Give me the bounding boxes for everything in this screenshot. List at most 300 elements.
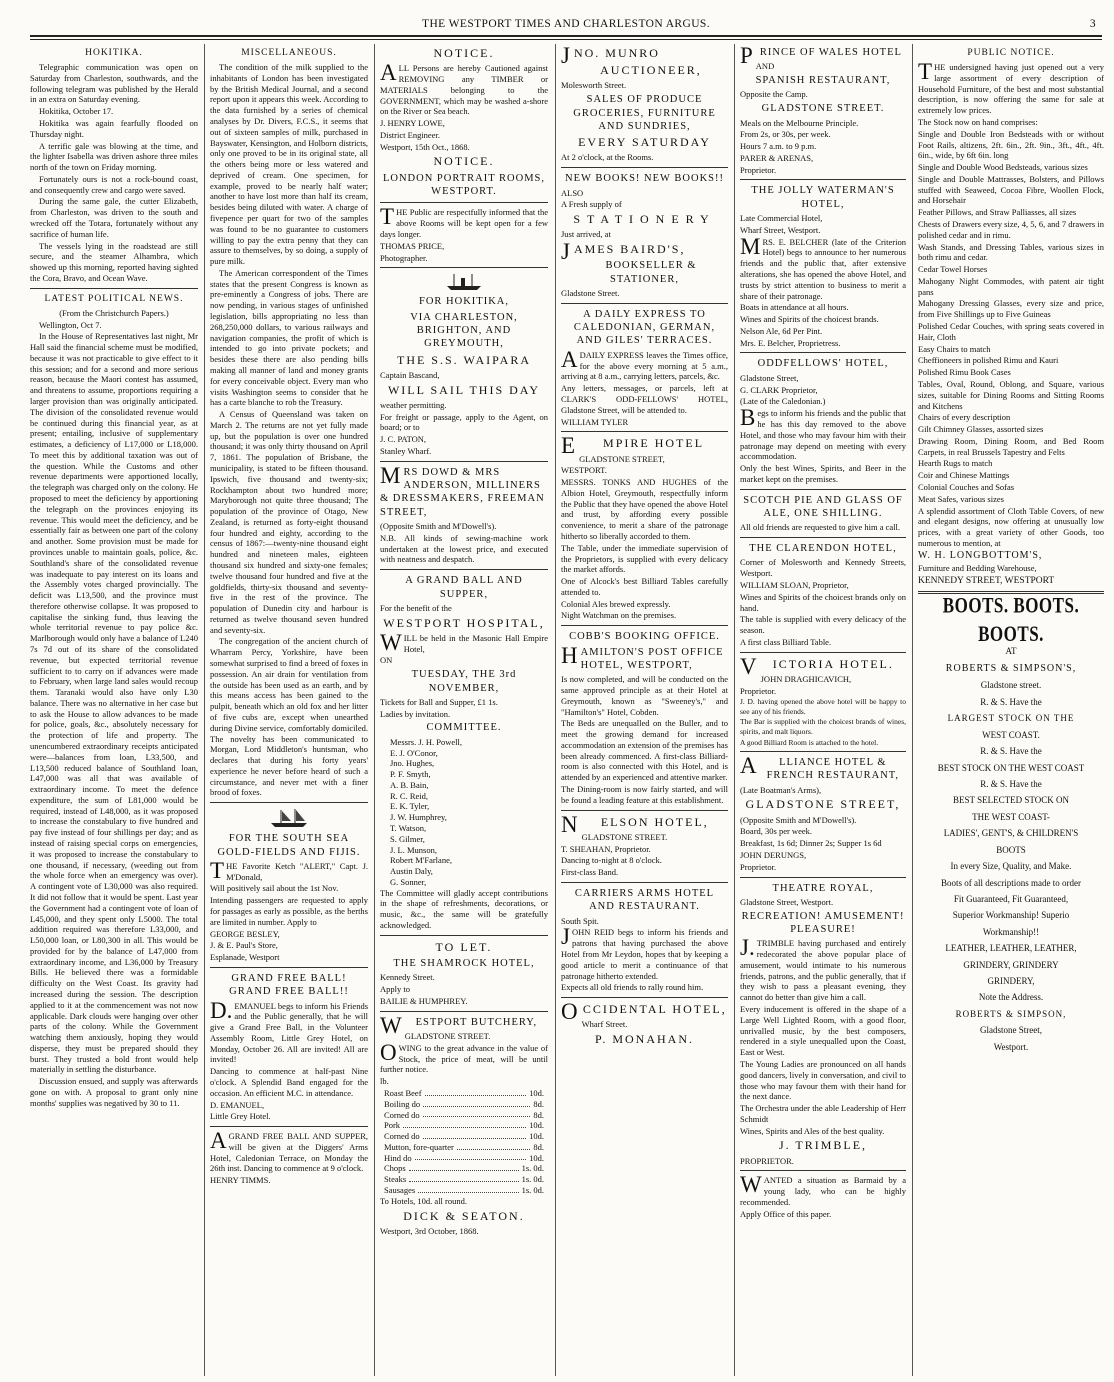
ship-name: THE S.S. WAIPARA [396,352,532,367]
shop-name: W. H. LONGBOTTOM'S, [918,549,1043,561]
ad-address: J. & E. Paul's Store, [210,940,278,951]
notice-subheading: VIA CHARLESTON, BRIGHTON, AND GREYMOUTH, [410,311,518,350]
stock-item: Coir and Chinese Mattings [918,470,1010,481]
notice-heading: TO LET. [435,939,493,954]
ad-heading: OCCIDENTAL HOTEL, [561,999,727,1025]
dot-leader [409,1163,519,1171]
price-item: Chops [384,1163,406,1174]
ad-text: (Late Boatman's Arms), [740,784,822,795]
masthead-rule-thin [30,39,1102,40]
stock-item: Meat Safes, various sizes [918,493,1004,504]
ad-name: P. MONAHAN. [594,1032,694,1047]
sailing-notice: WILL SAIL THIS DAY [387,382,541,397]
ad-text: Will positively sail about the 1st Nov. [210,883,339,894]
stock-item: Single and Double Wood Bedsteads, various sizes [918,162,1088,173]
ad-line: Note the Address. [978,992,1044,1003]
stock-item: Polished Rimu Book Cases [918,367,1011,378]
column-hotels [740,44,906,1376]
dot-leader [457,1142,531,1150]
stock-item: Cedar Towel Horses [918,264,988,275]
column-divider [374,44,375,1376]
price-value: 10d. [529,1152,544,1163]
ad-heading: NEW BOOKS! NEW BOOKS!! [565,173,724,185]
ad-text: MRS. E. BELCHER (late of the Criterion Hotel) begs to announce to her numerous friends and the public that, after extensive alterations, she has opened the above Hotel, and trusts by strict attention to business to merit a share of their patronage. [740,233,906,301]
ad-name: T. SHEAHAN, Proprietor. [561,843,651,854]
price-value: 1s. 0d. [521,1163,544,1174]
ad-address: GLADSTONE STREET, [579,453,665,464]
notice-text: weather permitting. [380,399,447,410]
ad-text: Intending passengers are requested to apply for passages as early as possible, as the berths are limited in number. Apply to [210,895,368,927]
committee-member: T. Watson, [390,823,427,833]
price-row [384,1120,544,1131]
ad-text: Nelson Ale, 6d Per Pint. [740,325,823,336]
ad-text: Night Watchman on the premises. [561,610,677,621]
stock-item: Hearth Rugs to match [918,458,993,469]
ad-text: The Beds are unequalled on the Buller, and to meet the growing demand for increased accommodation an extension of the premises has been already commenced. A first-class Billiard-room is also connected with this Hotel, and is attended by an experienced and attentive marker. [561,718,728,783]
ad-text: Every inducement is offered in the shape of a Large Well Lighted Room, with a good floor, unrivalled music, by the best composers, rendered in a style unequalled upon the Coast, East or West. [740,1004,906,1058]
ad-heading: PRINCE OF WALES HOTEL [740,44,902,68]
ad-text: AND [755,61,775,72]
section-heading: HOKITIKA. [85,48,143,58]
ad-address: South Spit. [561,915,599,926]
ad-address: GLADSTONE STREET, [745,797,901,812]
ad-line: GRINDERY, [987,976,1035,987]
ad-text: Boats in attendance at all hours. [740,302,849,313]
stock-list [918,129,1104,505]
committee-heading: COMMITTEE. [426,722,502,734]
dot-leader [418,1185,518,1193]
ad-text: STATIONERY [573,212,716,227]
section-rule [561,882,728,883]
section-rule [740,537,906,538]
ad-address: Corner of Molesworth and Kennedy Streets, Westport. [740,557,906,579]
ad-text: ADAILY EXPRESS leaves the Times office, for the above every morning at 5 a.m., arriving at 8 a.m., carrying letters, parcels, &c. [561,346,728,382]
ad-text: The Table, under the immediate supervision of the Proprietors, is supplied with every delicacy the market affords. [561,542,728,575]
ad-text: Is now completed, and will be conducted on the same approved principle as at their Hotel at Greymouth, known as "Sweeney's," and "Hamilton's" Hotel, Cobden. [561,674,728,717]
section-rule [380,267,548,268]
ad-text: Apply Office of this paper. [740,1208,832,1219]
ad-address: WESTPORT. [561,465,607,476]
column-divider [912,44,913,1376]
ad-address: Esplanade, Westport [210,952,280,963]
ad-text: All old friends are requested to give him a call. [740,522,901,533]
article-paragraph: The vessels lying in the roadstead are still secure, and the steamer Alhambra, which showed up this morning, reported having sighted the Cora, Bravo, and Ocean Wave. [30,240,198,283]
ad-heading: FOR THE SOUTH SEA GOLD-FIELDS AND FIJIS. [217,833,361,858]
section-rule [740,179,906,180]
notice-date: Westport, 15th Oct., 1868. [380,141,470,152]
notice-date: TUESDAY, THE 3rd NOVEMBER, [411,669,517,694]
ad-name: G. CLARK Proprietor, [740,384,818,395]
ad-name: D. EMANUEL, [210,1099,265,1110]
article-paragraph: Fortunately ours is not a rock-bound coast, and consequently crew and cargo were saved. [30,173,198,195]
section-heading: MISCELLANEOUS. [241,48,337,58]
ad-name: Mrs. E. Belcher, Proprietress. [740,337,841,348]
ad-role: PROPRIETOR. [740,1155,794,1166]
stock-item: Mahogany Night Commodes, with patent air tight pans [918,275,1104,297]
notice-text: WILL be held in the Masonic Hall Empire Hotel, [380,629,548,655]
section-rule [740,652,906,653]
ad-line: GRINDERY, GRINDERY [963,959,1059,970]
ad-text: AGRAND FREE BALL AND SUPPER, will be given at the Diggers' Arms Hotel, Caledonian Terrace, on Monday the 26th inst. Dancing to commence at 9 o'clock. [210,1128,368,1174]
stock-item: Feather Pillows, and Straw Palliasses, all sizes [918,207,1077,218]
notice-text: THE undersigned having just opened out a very large assortment of every description of Household Furniture, of the best and most substantial description, is now offering the same for sale at extremely low prices. [918,59,1104,116]
ad-text: Board, 30s per week. [740,826,812,837]
ship-icon [267,807,311,829]
section-rule [561,431,728,432]
notice-heading: NOTICE. [433,154,495,169]
ad-text: MESSRS. TONKS AND HUGHES of the Albion Hotel, Greymouth, respectfully inform the Public that they have opened the above Hotel and trust, by affording every possible convenience, to merit a share of the patronage hitherto so liberally accorded to them. [561,477,728,541]
notice-text: Apply to [380,984,410,995]
section-rule [561,303,728,304]
price-row [384,1185,544,1196]
notice-name: BAILIE & HUMPHREY. [380,995,468,1006]
ad-line: LARGEST STOCK ON THE [947,713,1075,724]
notice-name: J. C. PATON, [380,434,427,445]
article-paragraph: A Census of Queensland was taken on March 2. The returns are not yet fully made up, but the population is over one hundred thousand; it was only thirty thousand on April 7, 1861. The population of Brisbane, the municipality, is stated to be fifteen thousand. Ipswich, five thousand and twenty-six; Rockhampton about two hundred more; Maryborough not quite three thousand; The population of the province of Otago, New Zealand, is returned as forty-eight thousand four hundred and eighty, according to the census of 1867:—twenty-nine thousand eight hundred and nineteen males, eighteen thousand six hundred and sixty-one females; twelve thousand four hundred and five at the goldfields, thirty-six thousand and seventy-five in the rest of the province. The population of Dunedin city and harbour is returned as twelve thousand seven hundred and seventy-six. [210,409,368,635]
steamer-icon [444,272,484,292]
price-item: Steaks [384,1174,407,1185]
stock-item: Single and Double Mattrasses, Bolsters, and Pillows stuffed with Seaweed, Cocoa Fibre, Woollen Flock, and Horsehair [918,173,1104,206]
notice-name: DICK & SEATON. [403,1208,525,1223]
price-row [384,1153,544,1164]
ad-text: Wines, Spirits and Ales of the best quality. [740,1125,885,1136]
ad-text: J.TRIMBLE having purchased and entirely redecorated the above popular place of amusement, would intimate to his numerous friends, patrons, and the public generally, that if they wish to pass a pleasant evening, they cannot do better than give him a call. [740,935,906,1003]
article-paragraph: Hokitika was again fearfully flooded on Thursday night. [30,117,198,139]
ad-heading: THE JOLLY WATERMAN'S HOTEL, [751,185,895,210]
dot-leader [423,1099,530,1107]
notice-subheading: FOR HOKITIKA, [419,296,509,308]
price-value: 8d. [533,1109,544,1120]
committee-member: J. W. Humphrey, [390,812,447,823]
section-rule [380,461,548,462]
notice-name: J. HENRY LOWE, [380,118,445,129]
ad-line: WEST COAST. [982,729,1040,740]
committee-member: Robert M'Farlane, [390,855,452,866]
ad-line: BEST STOCK ON THE WEST COAST [937,762,1085,773]
committee-member: R. C. Reid, [390,790,429,801]
ad-heading: THEATRE ROYAL, [772,882,874,894]
ad-text: JOHN REID begs to inform his friends and patrons that having purchased the above Hotel from Mr Leydon, hopes that by keeping a good article to merit a continuance of that patronage hitherto extended. [561,924,728,981]
notice-address: GLADSTONE STREET. [404,1031,491,1042]
notice-name: THOMAS PRICE, [380,240,445,251]
price-value: 1s. 0d. [521,1184,544,1195]
ad-text: Just arrived, at [561,229,611,240]
stock-item: Easy Chairs to match [918,343,991,354]
article-paragraph: Discussion ensued, and supply was afterwards gone on with. A proposal to grant only nine months' supplies was negatived by 30 to 11. [30,1076,198,1108]
committee-member: P. F. Smyth, [390,769,431,780]
dot-leader [425,1088,527,1096]
article-paragraph: The congregation of the ancient church of Wharram Percy, Yorkshire, have been somewhat surprised to find a breed of foxes in possession. An air drain for ventilation from the outside has been used as an earth, and by this means access has been gained to the pulpit, beneath which an old fox and her litter of five cubs are, except when unearthed during Divine service, comfortably domiciled. The novelty has been communicated to Morgan, Lord Middleton's huntsman, who declares that during his forty years' experience he never before heard of such a circumstance, and never met with a finer brood of foxes. [210,636,368,798]
ad-text: One of Alcock's best Billiard Tables carefully attended to. [561,576,728,597]
notice-text: OWING to the great advance in the value of Stock, the price of meat, will be until further notice. [380,1039,548,1075]
notice-text: N.B. All kinds of sewing-machine work undertaken at the lowest price, and executed with neatness and despatch. [380,532,548,565]
ad-role: Proprietor. [740,685,777,696]
price-item: Boiling do [384,1098,421,1109]
ad-text: Breakfast, 1s 6d; Dinner 2s; Supper 1s 6d [740,838,882,849]
stock-item: Colonial Couches and Sofas [918,481,1015,492]
ad-address: Wharf Street. [581,1019,628,1030]
ad-text: The Bar is supplied with the choicest brands of wines, spirits, and malt liquors. [740,717,906,736]
committee-member: Austin Daly, [390,866,433,877]
ad-line: AT [1005,646,1017,657]
ad-heading: NELSON HOTEL, [561,811,709,837]
ad-subheading: AUCTIONEER, [600,63,702,78]
ad-address: GLADSTONE STREET. [581,831,668,842]
ad-heading: GRAND FREE BALL! GRAND FREE BALL!! [229,972,349,998]
price-item: Corned do [384,1109,420,1120]
section-rule [380,202,548,203]
ad-address: GLADSTONE STREET. [761,103,885,115]
stock-item: Wash Stands, and Dressing Tables, various sizes in both rimu and cedar. [918,241,1104,263]
price-value: 8d. [533,1141,544,1152]
stock-item: Cheffioneers in polished Rimu and Kauri [918,355,1059,366]
shop-role: Furniture and Bedding Warehouse, [918,563,1037,574]
ad-text: Dancing to-night at 8 o'clock. [561,855,662,866]
ad-line: Superior Workmanship! Superio [952,910,1070,921]
ad-text: Hours 7 a.m. to 9 p.m. [740,141,817,152]
notice-heading: WESTPORT BUTCHERY, [380,1012,538,1038]
ad-heading: COBB'S BOOKING OFFICE. [569,631,720,643]
ad-text: At 2 o'clock, at the Rooms. [561,152,654,163]
shop-name: ROBERTS & SIMPSON, [955,1008,1067,1019]
ad-line: Fit Guaranteed, Fit Guaranteed, [953,893,1069,904]
ad-heading: SCOTCH PIE AND GLASS OF ALE, ONE SHILLING. [743,494,903,519]
ad-line: R. & S. Have the [980,778,1042,789]
ad-text: Begs to inform his friends and the public that he has this day removed to the above Hotel, and those who may favour him with their patronage may depend on meeting with every accommodation. [740,405,906,462]
notice-role: District Engineer. [380,129,440,140]
ad-text: ALSO [561,187,584,198]
section-rule [380,1011,548,1012]
ad-address: Gladstone Street, [740,372,799,383]
ad-subheading: RECREATION! AMUSEMENT! PLEASURE! [741,910,905,936]
boots-heading: BOOTS. BOOTS. BOOTS. [942,593,1080,646]
notice-text: For freight or passage, apply to the Agent, on board; or to [380,411,548,433]
ad-text: Late Commercial Hotel, [740,213,823,224]
article-paragraph: Telegraphic communication was open on Saturday from Charleston, southwards, and the following telegram was published by the Herald in an extra on Saturday evening. [30,62,198,105]
ad-heading: ALLIANCE HOTEL & FRENCH RESTAURANT, [740,753,900,782]
column-divider [555,44,556,1376]
price-value: 10d. [529,1131,544,1142]
notice-role: Photographer. [380,252,428,263]
ad-text: THE Favorite Ketch "ALERT," Capt. J. M'Donald, [210,857,368,883]
ad-text: D.EMANUEL begs to inform his Friends and the Public generally, that he will give a Grand Free Ball, in the Volunteer Assembly Room, Little Grey Hotel, on Monday, October 26. All are invited! All are invited! [210,997,368,1065]
committee-member: J. L. Munson, [390,844,437,855]
notice-text: A splendid assortment of Cloth Table Covers, of new and elegant designs, now offering at unusually low prices, with a great variety of other Goods, too numerous to mention, at [918,505,1104,548]
notice-date: Westport, 3rd October, 1868. [380,1225,479,1236]
section-rule [740,751,906,752]
section-rule [740,1170,906,1171]
ad-name: JAMES BAIRD'S, [561,239,686,265]
notice-address: (Opposite Smith and M'Dowell's). [380,521,497,532]
ad-text: J. D. having opened the above hotel will be happy to see any of his friends. [740,697,906,716]
ad-heading: VICTORIA HOTEL. [740,653,894,679]
stock-item: Chests of Drawers every size, 4, 5, 6, and 7 drawers in polished cedar and in rimu. [918,219,1104,240]
ad-line: In every Size, Quality, and Make. [950,861,1072,872]
committee-member: E. J. O'Conor, [390,747,438,758]
ad-text: Only the best Wines, Spirits, and Beer in the market kept on the premises. [740,463,906,484]
section-rule [740,489,906,490]
notice-heading: A GRAND BALL AND SUPPER, [405,575,523,600]
ad-text: Dancing to commence at half-past Nine o'clock. A Splendid Band engaged for the occasion. An efficient M.C. in attendance. [210,1066,368,1098]
shop-address: KENNEDY STREET, WESTPORT [918,576,1055,587]
price-item: Mutton, fore-quarter [384,1141,454,1152]
price-row [384,1088,544,1099]
ad-text: Wines and Spirits of the choicest brands only on hand. [740,591,906,613]
ad-text: A first class Billiard Table. [740,636,832,647]
stock-item: Gilt Chimney Glasses, assorted sizes [918,424,1044,435]
ad-text: Meals on the Melbourne Principle. [740,117,859,128]
shop-name: ROBERTS & SIMPSON'S, [945,662,1077,674]
ad-heading: EMPIRE HOTEL [561,433,705,459]
ad-text: The Orchestra under the able Leadership of Herr Schmidt [740,1103,906,1124]
section-rule [380,935,548,936]
ad-line: Workmanship!! [982,926,1040,937]
section-rule [561,625,728,626]
committee-member: G. Sonner, [390,876,427,887]
price-item: Corned do [384,1131,420,1142]
ad-heading: THE CLARENDON HOTEL, [749,543,897,555]
price-unit: lb. [380,1076,389,1087]
price-value: 1s. 0d. [521,1174,544,1185]
shop-address: Gladstone Street, [980,1025,1042,1036]
ad-text: Any letters, messages, or parcels, left at CLARK'S ODD-FELLOWS' HOTEL, Gladstone Street, will be attended to. [561,383,728,415]
ad-name: HENRY TIMMS. [210,1175,271,1186]
stock-item: Drawing Room, Dining Room, and Bed Room Carpets, in real Brussels Tapestry and Felts [918,435,1104,457]
notice-text: ON [380,655,393,666]
column-miscellaneous [210,44,368,1376]
dateline: Hokitika, October 17. [39,106,114,117]
notice-heading: MRS DOWD & MRS ANDERSON, MILLINERS & DRESSMAKERS, FREEMAN STREET, [380,462,545,518]
notice-subheading: WESTPORT HOSPITAL, [383,615,545,630]
shop-address: Westport. [993,1041,1029,1052]
ad-line: R. & S. Have the [980,696,1042,707]
notice-role: Stanley Wharf. [380,445,432,456]
ad-address: Opposite the Camp. [740,89,808,100]
committee-member: Messrs. J. H. Powell, [390,736,463,747]
committee-list [390,737,548,888]
committee-member: Jno. Hughes, [390,758,435,769]
notice-text: Tickets for Ball and Supper, £1 1s. [380,696,498,707]
notice-text: THE Public are respectfully informed that the above Rooms will be kept open for a few days longer. [380,204,548,239]
ad-line: R. & S. Have the [980,746,1042,757]
ad-heading: CARRIERS ARMS HOTEL AND RESTAURANT. [574,887,715,913]
notice-heading: NOTICE. [433,46,495,60]
ad-name: WILLIAM TYLER [561,416,629,427]
article-paragraph: The American correspondent of the Times states that the present Congress is known as pre-eminently a Congress of jobs. There are now pending, in various stages of unfinished legislation, bills appropriating no less than 268,250,000 dollars, to various railways and navigation companies, the profit of which is intended to go into private pockets; and besides these there are also pending bills making all manner of land and money grants for every conceivable object. Every man who visits Washington seems to consider that he has a carte blanche to rob the Treasury. [210,267,368,408]
ad-name: GEORGE BESLEY, [210,928,280,939]
stock-item: Chairs of every description [918,412,1011,423]
ad-text: Wines and Spirits of the choicest brands. [740,314,879,325]
dateline: Wellington, Oct 7. [39,319,102,330]
ad-text: WANTED a situation as Barmaid by a young lady, who can be highly recommended. [740,1172,906,1207]
section-rule [30,288,198,289]
stock-item: Single and Double Iron Bedsteads with or without Foot Rails, altizens, 2ft. 6in., 2ft. 9in., 3ft., 4ft., 4ft. 6in., wide, by 6ft 6in. long [918,128,1104,161]
section-rule [561,167,728,168]
ad-line: THE WEST COAST- [972,811,1050,822]
ad-line: LADIES', GENT'S, & CHILDREN'S [943,828,1079,839]
ad-text: From 2s, or 30s, per week. [740,129,831,140]
page-number: 3 [1089,18,1096,30]
ad-text: Colonial Ales brewed expressly. [561,598,671,609]
ad-role: Proprietor. [740,164,777,175]
ad-address: Wharf Street, Westport. [740,224,821,235]
price-row [384,1110,544,1121]
ad-text: A good Billiard Room is attached to the hotel. [740,737,879,747]
price-item: Pork [384,1120,401,1131]
price-row [384,1163,544,1174]
ad-address: Gladstone Street. [561,288,620,299]
ad-line: LEATHER, LEATHER, LEATHER, [945,943,1077,954]
price-row [384,1131,544,1142]
article-paragraph: A terrific gale was blowing at the time, and the lighter Isabella was driven ashore three miles north of the town on Friday morning. [30,140,198,173]
section-rule [561,810,728,811]
ad-name: JOHN DRAGHICAVICH, [760,673,852,684]
dot-leader [409,1174,518,1182]
ad-text: Expects all old friends to rally round him. [561,982,704,993]
ad-line: Boots of all descriptions made to order [941,877,1081,888]
section-heading: PUBLIC NOTICE. [967,48,1055,58]
column-divider [734,44,735,1376]
price-item: Sausages [384,1184,416,1195]
ad-text: First-class Band. [561,867,619,878]
notice-text: The Committee will gladly accept contributions in the shape of refreshments, decorations, or music, &c., the same will be gratefully acknowledged. [380,887,548,931]
price-row [384,1174,544,1185]
ad-name: JOHN DERUNGS, [740,850,807,861]
price-row [384,1142,544,1153]
committee-member: A. B. Bain, [390,779,429,790]
section-rule [210,1126,368,1127]
captain-name: Captain Bascand, [380,369,440,380]
dot-leader [423,1131,526,1139]
committee-member: E. K. Tyler, [390,801,430,812]
source-line: (From the Christchurch Papers.) [59,307,169,318]
section-rule [210,967,368,968]
ad-name: PARER & ARENAS, [740,152,814,163]
shop-address: Gladstone street. [980,680,1042,691]
dot-leader [423,1110,531,1118]
price-item: Hind do [384,1152,412,1163]
price-list [380,1088,548,1196]
ad-heading: JNO. MUNRO [561,44,660,68]
ad-address: Molesworth Street. [561,80,627,91]
newspaper-title: THE WESTPORT TIMES AND CHARLESTON ARGUS. [422,18,710,30]
notice-subheading: LONDON PORTRAIT ROOMS, WESTPORT. [382,172,546,198]
notice-address: Kennedy Street. [380,972,435,983]
column-hokitika [30,44,198,1376]
ad-name: WILLIAM SLOAN, Proprietor, [740,579,849,590]
article-paragraph: During the same gale, the cutter Elizabeth, from Charleston, was driven to the south and wrecked off the Totara, fortunately without any sacrifice of human life. [30,196,198,239]
ad-text: SALES OF PRODUCE GROCERIES, FURNITURE AND SUNDRIES, [573,94,716,132]
dot-leader [415,1153,527,1161]
ad-heading: HAMILTON'S POST OFFICE HOTEL, WESTPORT, [561,642,724,671]
price-value: 8d. [533,1098,544,1109]
article-paragraph: The condition of the milk supplied to the inhabitants of London has been investigated by the British Medical Journal, and a second report upon it appears this week. According to the data furnished by a series of chemical analyses by Dr. Divers, F.C.S., it seems that out of sixteen samples of milk, purchased in Bayswater, Kensington, and Holborn districts, only one proved to be in its original state, all the others being more or less watered and deprived of cream. One specimen, for example, proved to be nearly half water; another to have lost more than half its cream, besides being diluted with water. A charge of fivepence per quart for two of the samples was found to be no guarantee to customers willing to pay the extra penny that they can assure to themselves, by so doing, a supply of pure milk. [210,62,368,267]
notice-subheading: THE SHAMROCK HOTEL, [393,958,535,970]
column-notices [380,44,548,1376]
section-rule [380,569,548,570]
stock-item: Tables, Oval, Round, Oblong, and Square, various sizes, suitable for Dining Rooms and Sitting Rooms and Kitchens [918,378,1104,411]
ad-line: BOOTS [996,844,1026,855]
column-divider [204,44,205,1376]
column-advertisements [561,44,728,1376]
notice-text: Ladies by invitation. [380,708,451,719]
ad-text: EVERY SATURDAY [578,135,711,150]
notice-text: The Stock now on hand comprises: [918,116,1038,127]
price-row [384,1099,544,1110]
section-heading: LATEST POLITICAL NEWS. [44,293,184,304]
ad-role: Proprietor. [740,861,777,872]
ad-name: J. TRIMBLE, [778,1138,868,1153]
